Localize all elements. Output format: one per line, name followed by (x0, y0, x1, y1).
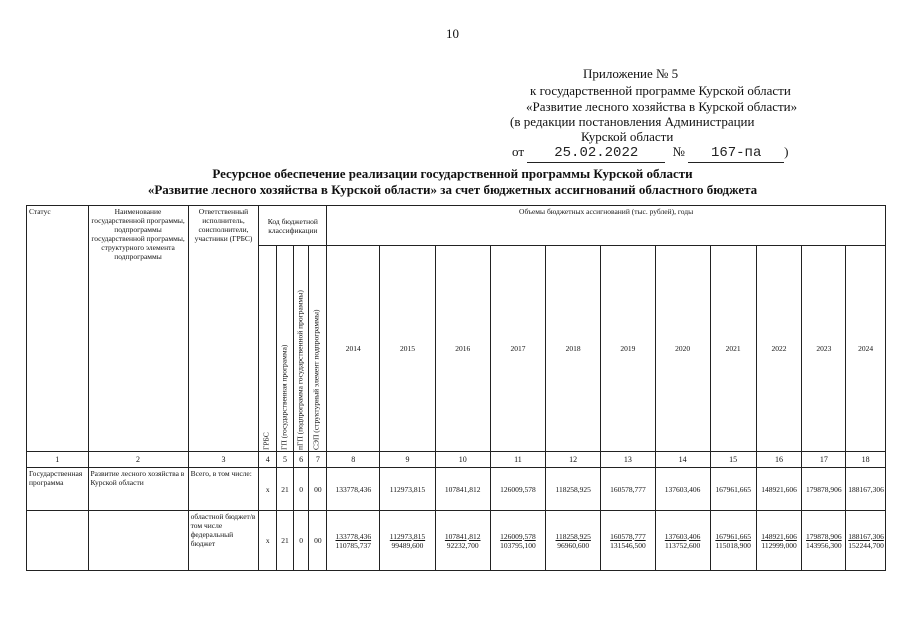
column-number: 16 (756, 452, 802, 468)
column-number-row (27, 452, 886, 468)
value-cell: 133778,436 110785,737 (327, 511, 380, 571)
value-cell: 107841,812 92232,700 (435, 511, 490, 571)
row-gp: 21 (277, 468, 294, 511)
column-number: 13 (601, 452, 655, 468)
header-year: 2016 (435, 246, 490, 452)
value-cell: 126009,578 (490, 468, 545, 511)
header-gp: ГП (государственная программа) (277, 246, 294, 452)
column-number: 6 (293, 452, 309, 468)
column-number: 10 (435, 452, 490, 468)
header-executor: Ответственный исполнитель, соисполнители, участники (ГРБС) (188, 206, 259, 452)
header-year: 2017 (490, 246, 545, 452)
row-gp: 21 (277, 511, 294, 571)
header-year: 2019 (601, 246, 655, 452)
header-volumes: Объемы бюджетных ассигнований (тыс. рублей), годы (327, 206, 886, 246)
row-name: Развитие лесного хозяйства в Курской области (88, 468, 188, 511)
header-year: 2022 (756, 246, 802, 452)
column-number: 12 (546, 452, 601, 468)
header-year: 2018 (546, 246, 601, 452)
row-name (88, 511, 188, 571)
close-paren: ) (784, 144, 789, 159)
value-cell: 107841,812 (435, 468, 490, 511)
value-cell: 188167,306 152244,700 (846, 511, 886, 571)
column-number: 18 (846, 452, 886, 468)
row-sep: 00 (309, 511, 327, 571)
appendix-date-line (512, 144, 789, 163)
header-status: Статус (27, 206, 89, 452)
value-cell: 188167,306 (846, 468, 886, 511)
value-cell: 167961,665 (710, 468, 756, 511)
value-cell: 167961,665 115018,900 (710, 511, 756, 571)
row-grbs: х (259, 468, 277, 511)
value-cell: 137603,406 (655, 468, 710, 511)
value-cell: 133778,436 (327, 468, 380, 511)
header-year: 2024 (846, 246, 886, 452)
appendix-line-3: «Развитие лесного хозяйства в Курской области» (526, 99, 798, 114)
page-number: 10 (446, 26, 459, 41)
value-cell: 112973,815 (380, 468, 435, 511)
value-cell: 118258,925 (546, 468, 601, 511)
decree-date: 25.02.2022 (527, 146, 665, 163)
header-name: Наименование государственной программы, подпрограммы государственной программы, структурного элемента подпрограммы (88, 206, 188, 452)
column-number: 17 (802, 452, 846, 468)
value-cell: 112973,815 99489,600 (380, 511, 435, 571)
value-cell: 148921,606 (756, 468, 802, 511)
table-row-regional-budget (27, 511, 886, 571)
row-status: Государственная программа (27, 468, 89, 511)
appendix-line-1: Приложение № 5 (583, 66, 679, 81)
document-title-line-1: Ресурсное обеспечение реализации государственной программы Курской области (212, 166, 693, 181)
from-label: от (512, 144, 525, 159)
column-number: 7 (309, 452, 327, 468)
appendix-line-2: к государственной программе Курской области (530, 83, 791, 98)
resource-table (26, 205, 886, 571)
column-number: 11 (490, 452, 545, 468)
row-grbs: х (259, 511, 277, 571)
column-number: 15 (710, 452, 756, 468)
row-sep: 00 (309, 468, 327, 511)
value-cell: 179878,906 (802, 468, 846, 511)
decree-number: 167-па (688, 146, 784, 163)
column-number: 9 (380, 452, 435, 468)
value-cell: 160578,777 131546,500 (601, 511, 655, 571)
column-number: 14 (655, 452, 710, 468)
column-number: 3 (188, 452, 259, 468)
value-cell: 126009,578 103795,100 (490, 511, 545, 571)
row-pgp: 0 (293, 468, 309, 511)
header-budget-code: Код бюджетной классификации (259, 206, 327, 246)
header-sep: СЭП (структурный элемент подпрограммы) (309, 246, 327, 452)
header-year: 2023 (802, 246, 846, 452)
header-year: 2020 (655, 246, 710, 452)
document-title-line-2: «Развитие лесного хозяйства в Курской области» за счет бюджетных ассигнований областного бюджета (147, 182, 758, 197)
header-pgp: пГП (подпрограмма государственной программы) (293, 246, 309, 452)
header-year: 2014 (327, 246, 380, 452)
row-status (27, 511, 89, 571)
column-number: 4 (259, 452, 277, 468)
column-number: 2 (88, 452, 188, 468)
table-row-total (27, 468, 886, 511)
value-cell: 137603,406 113752,600 (655, 511, 710, 571)
row-pgp: 0 (293, 511, 309, 571)
header-year: 2021 (710, 246, 756, 452)
value-cell: 179878,906 143956,300 (802, 511, 846, 571)
value-cell: 118258,925 96960,600 (546, 511, 601, 571)
appendix-line-4: (в редакции постановления Администрации (510, 114, 755, 129)
value-cell: 148921,606 112999,000 (756, 511, 802, 571)
header-year: 2015 (380, 246, 435, 452)
column-number: 1 (27, 452, 89, 468)
row-executor: Всего, в том числе: (188, 468, 259, 511)
value-cell: 160578,777 (601, 468, 655, 511)
row-executor: областной бюджет/в том числе федеральный бюджет (188, 511, 259, 571)
column-number: 8 (327, 452, 380, 468)
number-label: № (672, 144, 685, 159)
appendix-line-5: Курской области (581, 129, 674, 144)
header-grbs: ГРБС (259, 246, 277, 452)
column-number: 5 (277, 452, 294, 468)
